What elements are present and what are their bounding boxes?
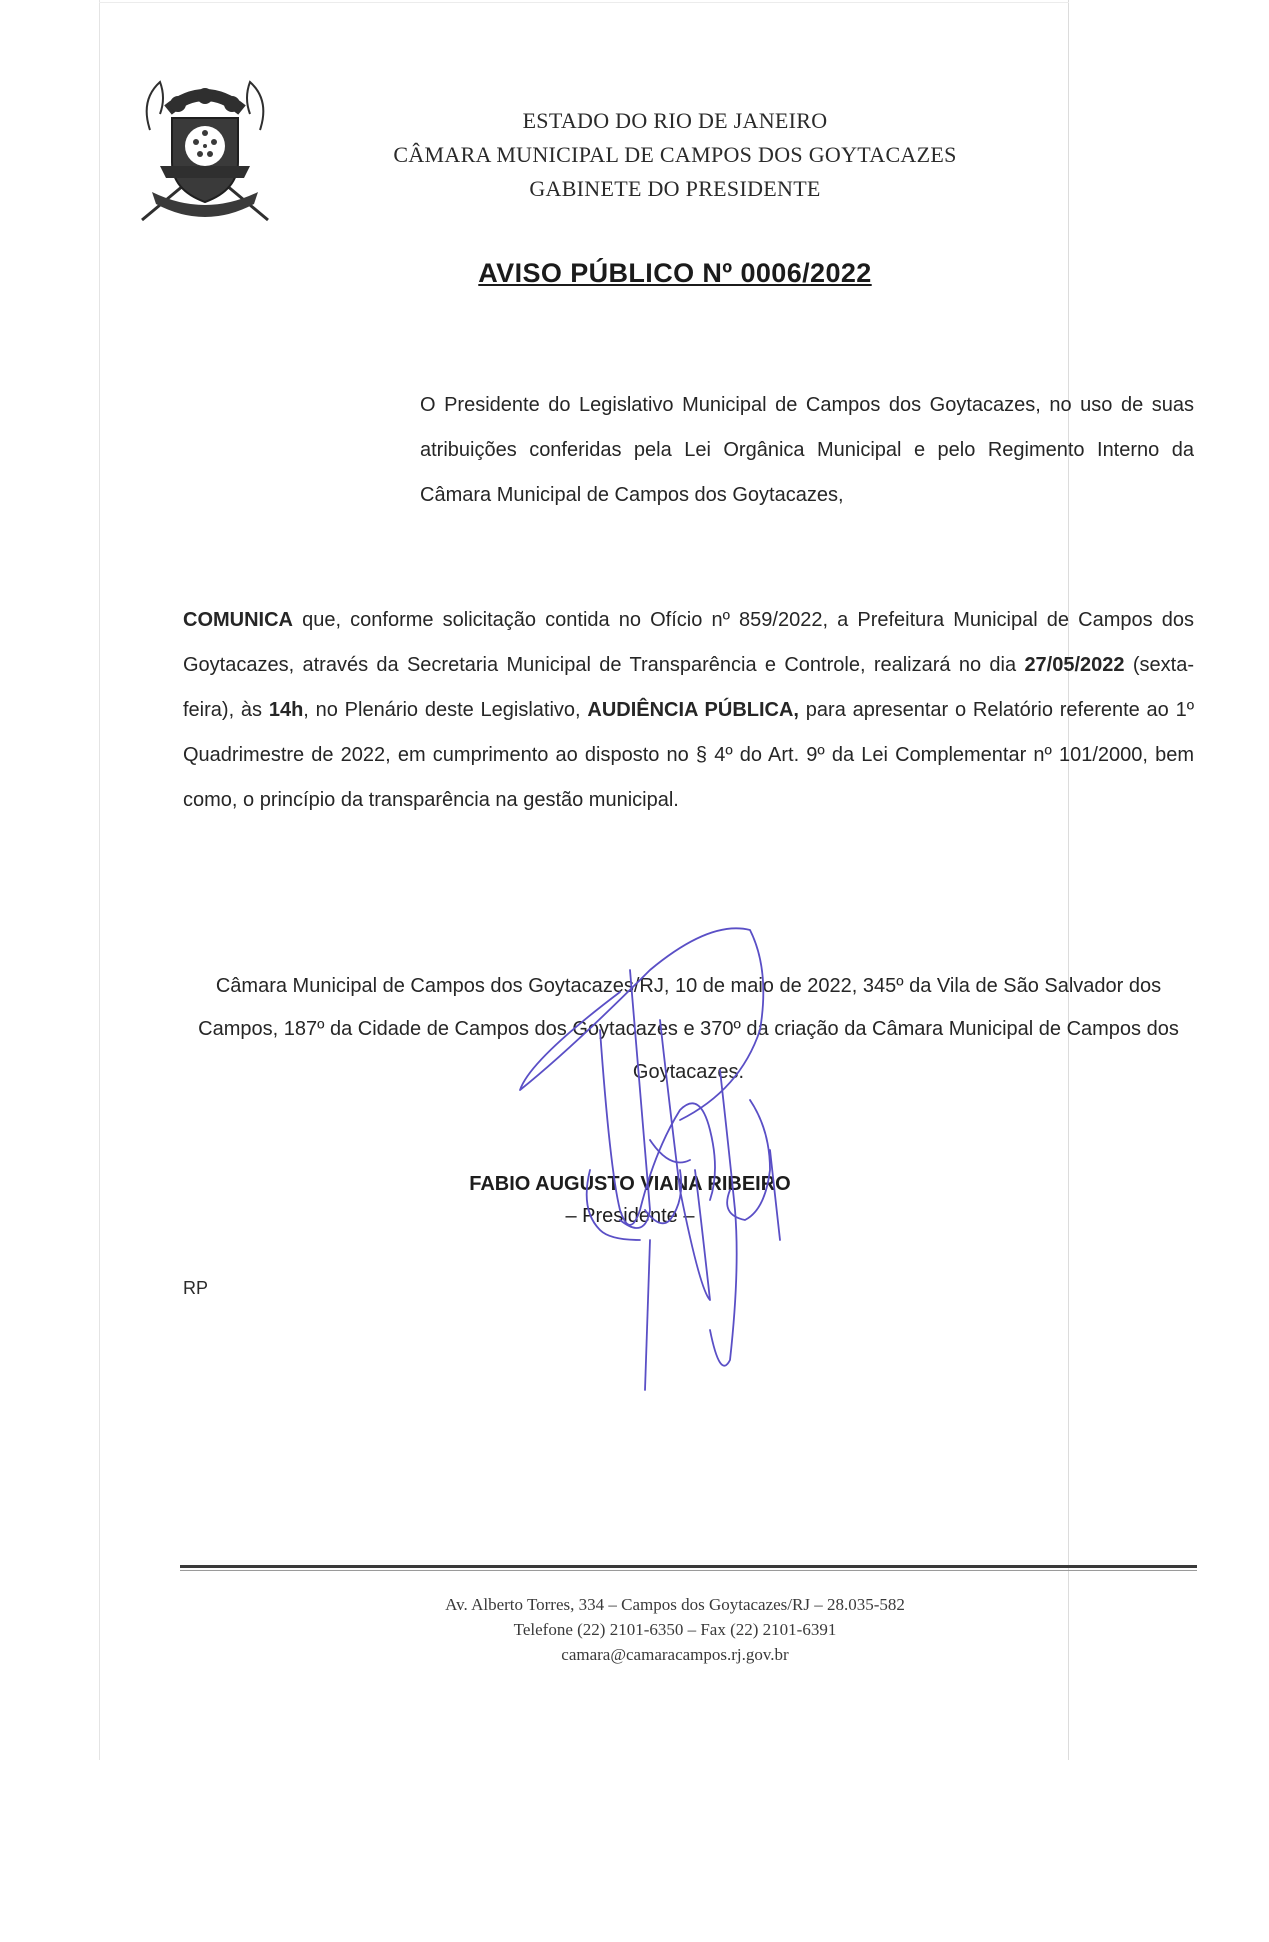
- communication-text-2: (sexta-feira), às: [183, 654, 1194, 721]
- scan-edge-left: [99, 0, 100, 1760]
- hearing-date: 27/05/2022: [1024, 654, 1125, 676]
- municipal-coat-of-arms-icon: [130, 70, 280, 230]
- communicates-keyword: COMUNICA: [183, 609, 293, 631]
- letterhead-state: ESTADO DO RIO DE JANEIRO: [522, 108, 828, 133]
- event-type: AUDIÊNCIA PÚBLICA,: [587, 699, 799, 721]
- scan-edge-top: [99, 2, 1069, 3]
- footer-email: camara@camaracampos.rj.gov.br: [561, 1645, 789, 1664]
- footer-phone: Telefone (22) 2101-6350 – Fax (22) 2101-6391: [513, 1620, 837, 1639]
- signer-name: FABIO AUGUSTO VIANA RIBEIRO: [469, 1173, 791, 1195]
- communication-text-3: , no Plenário deste Legislativo,: [303, 699, 588, 721]
- footer-divider: [180, 1565, 1197, 1568]
- typist-initials: RP: [183, 1278, 209, 1298]
- communication-text-4: para apresentar o Relatório referente ao 1º Quadrimestre de 2022, em cumprimento ao disposto no § 4º do Art. 9º da Lei Complementar nº 101/2000, bem como, o princípio da transparência na gestão municipal.: [183, 699, 1195, 811]
- footer-divider-thin: [180, 1570, 1197, 1571]
- letterhead-chamber: CÂMARA MUNICIPAL DE CAMPOS DOS GOYTACAZES: [393, 142, 957, 167]
- date-place-paragraph: Câmara Municipal de Campos dos Goytacazes/RJ, 10 de maio de 2022, 345º da Vila de São Salvador dos Campos, 187º da Cidade de Campos dos Goytacazes e 370º da criação da Câmara Municipal de Campos dos Goytacazes.: [198, 975, 1179, 1083]
- communication-text-1: que, conforme solicitação contida no Ofício nº 859/2022, a Prefeitura Municipal de Campos dos Goytacazes, através da Secretaria Municipal de Transparência e Controle, realizará no dia: [183, 609, 1194, 676]
- hearing-time: 14h: [268, 699, 304, 721]
- communication-paragraph: [183, 598, 1194, 823]
- footer-address: Av. Alberto Torres, 334 – Campos dos Goytacazes/RJ – 28.035-582: [445, 1595, 905, 1614]
- letterhead: [300, 104, 1050, 206]
- footer: [300, 1592, 1050, 1667]
- handwritten-signature: [470, 910, 850, 1410]
- letterhead-office: GABINETE DO PRESIDENTE: [529, 176, 821, 201]
- intro-paragraph: O Presidente do Legislativo Municipal de Campos dos Goytacazes, no uso de suas atribuições conferidas pela Lei Orgânica Municipal e pelo Regimento Interno da Câmara Municipal de Campos dos Goytacazes,: [420, 394, 1194, 506]
- notice-title: AVISO PÚBLICO Nº 0006/2022: [478, 258, 872, 288]
- scan-edge-right: [1068, 0, 1069, 1760]
- signer-role: – Presidente –: [565, 1205, 695, 1227]
